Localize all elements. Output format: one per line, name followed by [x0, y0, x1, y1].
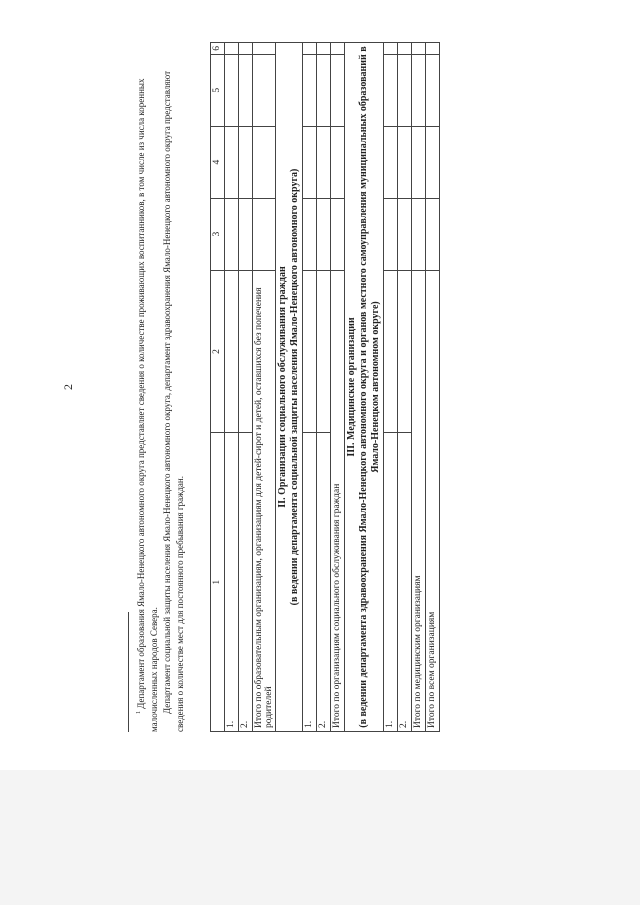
column-header-5: 5	[211, 54, 225, 126]
page-number: 2	[61, 384, 75, 390]
row-number: 1.	[225, 433, 239, 732]
table-row	[331, 43, 345, 732]
total-social-label: Итого по организациям социального обслуживания граждан	[331, 270, 345, 731]
table-row	[317, 43, 331, 732]
section-3-heading	[345, 43, 384, 732]
row-number: 2.	[239, 433, 253, 732]
footnote-1-text: Департамент образования Ямало-Ненецкого автономного округа представляет сведения о количестве проживающих воспитанников, в том числе из числа коренных малочисленных народов Севера.	[136, 78, 159, 732]
section-3-subtitle: (в ведении департамента здравоохранения Ямало-Ненецкого автономного округа и органов местного самоуправления муниципальных образований в Ямало-Ненецком автономном округе)	[358, 46, 381, 728]
section-heading-row	[276, 43, 303, 732]
column-header-6: 6	[211, 43, 225, 55]
row-number: 1.	[303, 433, 317, 732]
footnote-mark: 1	[136, 711, 142, 714]
row-number: 2.	[317, 433, 331, 732]
footnotes	[128, 42, 187, 732]
organizations-table	[210, 42, 440, 732]
section-2-heading	[276, 43, 303, 732]
table-header-row	[211, 43, 225, 732]
rotated-content	[61, 42, 500, 732]
column-header-2: 2	[211, 270, 225, 433]
total-education-label: Итого по образовательным организациям, организациям для детей-сирот и детей, оставшихся без попечения родителей	[253, 270, 276, 731]
table-row	[303, 43, 317, 732]
section-3-title: III. Медицинские организации	[346, 317, 357, 457]
section-heading-row	[345, 43, 384, 732]
footnote-divider	[128, 612, 129, 732]
total-all-label: Итого по всем организациям	[426, 270, 440, 731]
table-row	[384, 43, 398, 732]
footnote-2: Департамент социальной защиты населения Ямало-Ненецкого автономного округа, департамент здравоохранения Ямало-Ненецкого автономного округа представляют сведения о количестве мест для постоянного пребывания граждан.	[162, 70, 185, 732]
section-2-subtitle: (в ведении департамента социальной защиты населения Ямало-Ненецкого автономного округа)	[289, 168, 300, 606]
row-number: 2.	[398, 433, 412, 732]
row-number: 1.	[384, 433, 398, 732]
table-row	[253, 43, 276, 732]
section-2-title: II. Организации социального обслуживания граждан	[277, 266, 288, 508]
column-header-3: 3	[211, 198, 225, 270]
column-header-1: 1	[211, 433, 225, 732]
footnote-1	[133, 42, 161, 732]
table-row	[412, 43, 426, 732]
column-header-4: 4	[211, 126, 225, 198]
table-row	[398, 43, 412, 732]
table-row	[426, 43, 440, 732]
table-row	[239, 43, 253, 732]
total-medical-label: Итого по медицинским организациям	[412, 270, 426, 731]
table-row	[225, 43, 239, 732]
